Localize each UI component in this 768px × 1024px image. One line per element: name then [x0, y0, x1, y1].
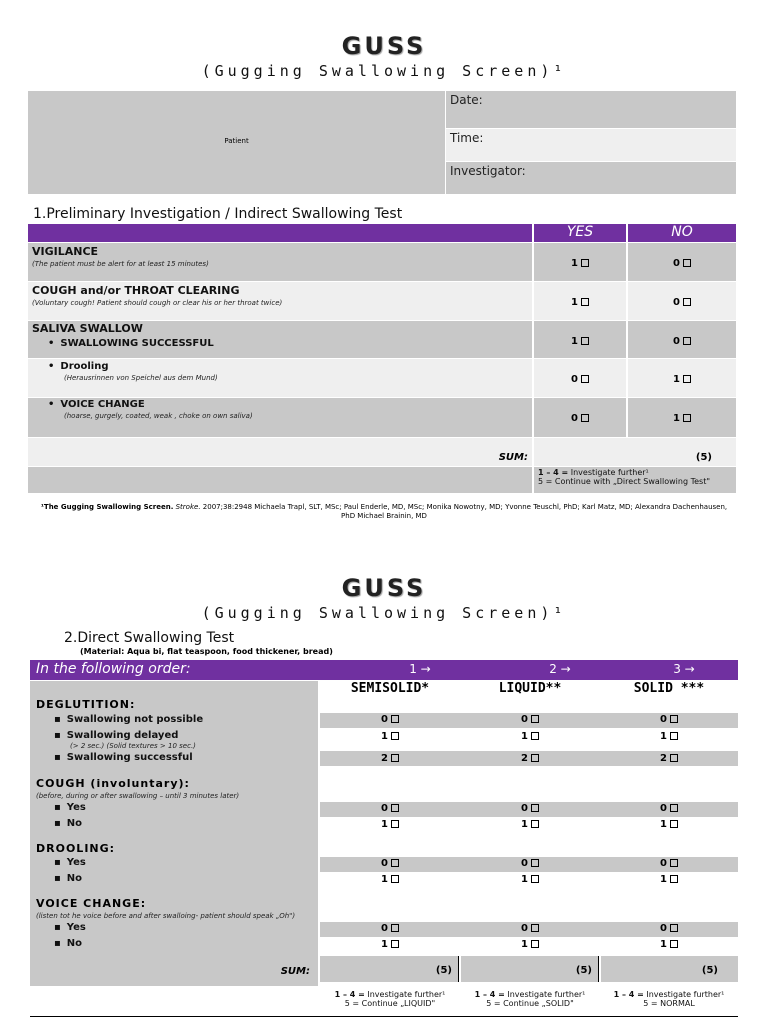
- score-value: 1: [381, 874, 388, 885]
- yes-header: YES: [534, 224, 626, 242]
- voice-no-cell[interactable]: [628, 398, 736, 437]
- time-label: Time:: [450, 131, 484, 145]
- result-line1: Investigate further¹: [570, 468, 649, 477]
- row-subtitle: • SWALLOWING SUCCESSFUL: [48, 338, 214, 349]
- page1-subtitle: (Gugging Swallowing Screen)¹: [201, 62, 567, 80]
- checkbox[interactable]: [391, 754, 399, 762]
- result-bold: 1 – 4 =: [474, 990, 505, 999]
- cough-yes-liquid[interactable]: [460, 803, 600, 814]
- saliva-no-cell[interactable]: [628, 321, 736, 358]
- score-value: 1: [660, 819, 667, 830]
- col-header-semisolid: SEMISOLID*: [350, 681, 430, 696]
- drooling-yes-cell[interactable]: [534, 359, 626, 397]
- result-line2: 5 = Continue „SOLID": [486, 999, 574, 1008]
- patient-label: Patient: [224, 137, 249, 145]
- voice-yes-liquid[interactable]: [460, 923, 600, 934]
- cough-note: (before, during or after swallowing – until 3 minutes later): [36, 792, 240, 800]
- row-note: (hoarse, gurgely, coated, weak , choke on own saliva): [64, 412, 253, 420]
- col-header-liquid: LIQUID**: [498, 681, 562, 696]
- row-title: COUGH and/or THROAT CLEARING: [32, 284, 240, 297]
- deglutition-3-semisolid[interactable]: [320, 753, 460, 764]
- cough-no-cell[interactable]: [628, 282, 736, 320]
- section1-title: 1.Preliminary Investigation / Indirect Swallowing Test: [33, 206, 403, 222]
- no-header: NO: [628, 224, 736, 242]
- sum-label: SUM:: [498, 452, 528, 463]
- score-value: 0: [660, 803, 667, 814]
- checkbox[interactable]: [391, 924, 399, 932]
- checkbox[interactable]: [670, 859, 678, 867]
- deglutition-2-semisolid[interactable]: [320, 731, 460, 742]
- result-line1: Investigate further¹: [646, 990, 725, 999]
- footnote-text: 2007;38:2948 Michaela Trapl, SLT, MSc; Paul Enderle, MD, MSc; Monika Nowotny, MD; Yvonne Teuschl, PhD; Karl Matz, MD; Alexandra Dachenhausen, PhD Michael Brainin, MD: [202, 503, 728, 520]
- result-line1: Investigate further¹: [367, 990, 446, 999]
- score-value: 0: [673, 297, 680, 308]
- checkbox[interactable]: [531, 732, 539, 740]
- sum-field[interactable]: [534, 438, 736, 466]
- voice-yes-semisolid[interactable]: [320, 923, 460, 934]
- section2-title: 2.Direct Swallowing Test: [64, 630, 235, 646]
- score-value: 1: [660, 939, 667, 950]
- checkbox[interactable]: [581, 414, 589, 422]
- score-value: 1: [381, 731, 388, 742]
- row-note: (Voluntary cough! Patient should cough or clear his or her throat twice): [32, 299, 283, 307]
- material-note: (Material: Aqua bi, flat teaspoon, food thickener, bread): [80, 647, 333, 656]
- deglutition-item-2: ▪ Swallowing delayed: [54, 730, 178, 741]
- cough-item-no: ▪ No: [54, 818, 82, 829]
- score-value: 0: [381, 803, 388, 814]
- checkbox[interactable]: [683, 414, 691, 422]
- checkbox[interactable]: [531, 924, 539, 932]
- checkbox[interactable]: [581, 337, 589, 345]
- deglutition-item-3: ▪ Swallowing successful: [54, 752, 193, 763]
- cough-yes-semisolid[interactable]: [320, 803, 460, 814]
- drooling-yes-solid[interactable]: [600, 858, 738, 869]
- checkbox[interactable]: [670, 875, 678, 883]
- voice-no-liquid[interactable]: [460, 939, 600, 950]
- score-value: 1: [381, 939, 388, 950]
- cough-no-solid[interactable]: [600, 819, 738, 830]
- score-value: 2: [381, 753, 388, 764]
- col-number-2: 2 →: [549, 662, 571, 676]
- score-value: 1: [521, 874, 528, 885]
- col-header-solid: SOLID ***: [633, 681, 705, 696]
- page1-title: GUSS: [341, 32, 427, 60]
- cough-yes-solid[interactable]: [600, 803, 738, 814]
- cough-no-semisolid[interactable]: [320, 819, 460, 830]
- result-line2: 5 = Continue „LIQUID": [344, 999, 436, 1008]
- deglutition-1-semisolid[interactable]: [320, 714, 460, 725]
- order-header: In the following order:: [36, 661, 191, 677]
- row-vigilance: [28, 243, 532, 281]
- score-value: 1: [571, 336, 578, 347]
- drooling-item-yes: ▪ Yes: [54, 857, 86, 868]
- cough-no-liquid[interactable]: [460, 819, 600, 830]
- col-number-3: 3 →: [673, 662, 695, 676]
- score-value: 0: [571, 374, 578, 385]
- date-field[interactable]: [446, 91, 736, 128]
- result-bold: 1 – 4 =: [334, 990, 365, 999]
- drooling-no-cell[interactable]: [628, 359, 736, 397]
- checkbox[interactable]: [531, 875, 539, 883]
- cough-yes-cell[interactable]: [534, 282, 626, 320]
- cough-title: COUGH (involuntary):: [36, 777, 190, 790]
- sum-value: (5): [575, 965, 592, 976]
- checkbox[interactable]: [581, 298, 589, 306]
- score-value: 0: [521, 714, 528, 725]
- score-value: 0: [673, 336, 680, 347]
- voice-note: (listen tot he voice before and after swalloing- patient should speak „Oh"): [36, 912, 296, 920]
- checkbox[interactable]: [391, 804, 399, 812]
- checkbox[interactable]: [670, 924, 678, 932]
- checkbox[interactable]: [670, 940, 678, 948]
- sum-value: (5): [701, 965, 718, 976]
- checkbox[interactable]: [391, 715, 399, 723]
- score-value: 0: [381, 923, 388, 934]
- voice-yes-cell[interactable]: [534, 398, 626, 437]
- result-row-left: [28, 467, 532, 493]
- score-value: 1: [521, 731, 528, 742]
- row-saliva-swallow: [28, 321, 532, 358]
- voice-yes-solid[interactable]: [600, 923, 738, 934]
- drooling-yes-liquid[interactable]: [460, 858, 600, 869]
- score-value: 1: [571, 258, 578, 269]
- checkbox[interactable]: [391, 859, 399, 867]
- drooling-no-semisolid[interactable]: [320, 874, 460, 885]
- row-voice-change: [28, 398, 532, 437]
- page2-subtitle: (Gugging Swallowing Screen)¹: [201, 604, 567, 622]
- score-value: 0: [571, 413, 578, 424]
- cough-item-yes: ▪ Yes: [54, 802, 86, 813]
- investigator-label: Investigator:: [450, 164, 526, 178]
- checkbox[interactable]: [581, 259, 589, 267]
- checkbox[interactable]: [581, 375, 589, 383]
- order-header-bar: [30, 660, 738, 680]
- col-number-1: 1 →: [409, 662, 431, 676]
- score-value: 1: [673, 374, 680, 385]
- deglutition-1-liquid[interactable]: [460, 714, 600, 725]
- checkbox[interactable]: [531, 820, 539, 828]
- checkbox[interactable]: [683, 259, 691, 267]
- row-title: • Drooling: [48, 361, 109, 372]
- checkbox[interactable]: [531, 804, 539, 812]
- sum-label: SUM:: [280, 966, 310, 977]
- bottom-rule: [30, 1016, 738, 1017]
- checkbox[interactable]: [683, 337, 691, 345]
- row-title: • VOICE CHANGE: [48, 399, 145, 410]
- row-drooling: [28, 359, 532, 397]
- vigilance-no-cell[interactable]: [628, 243, 736, 281]
- deglutition-3-solid[interactable]: [600, 753, 738, 764]
- checkbox[interactable]: [531, 940, 539, 948]
- section1-header-bar: [28, 224, 532, 242]
- score-value: 0: [660, 923, 667, 934]
- date-label: Date:: [450, 93, 483, 107]
- deglutition-title: DEGLUTITION:: [36, 698, 136, 711]
- score-value: 0: [381, 714, 388, 725]
- result-solid: [600, 990, 738, 1008]
- checkbox[interactable]: [531, 859, 539, 867]
- deglutition-3-liquid[interactable]: [460, 753, 600, 764]
- checkbox[interactable]: [683, 298, 691, 306]
- sum-solid[interactable]: [601, 956, 738, 982]
- drooling-item-no: ▪ No: [54, 873, 82, 884]
- result-bold: 1 – 4 =: [613, 990, 644, 999]
- score-value: 1: [660, 731, 667, 742]
- checkbox[interactable]: [391, 732, 399, 740]
- time-field[interactable]: [446, 129, 736, 161]
- row-title: VIGILANCE: [32, 245, 99, 258]
- score-value: 0: [660, 714, 667, 725]
- checkbox[interactable]: [670, 820, 678, 828]
- score-value: 1: [521, 819, 528, 830]
- result-instructions: [534, 467, 736, 493]
- voice-item-no: ▪ No: [54, 938, 82, 949]
- checkbox[interactable]: [683, 375, 691, 383]
- score-value: 2: [660, 753, 667, 764]
- score-value: 0: [521, 923, 528, 934]
- checkbox[interactable]: [670, 732, 678, 740]
- row-note: (Herausrinnen von Speichel aus dem Mund): [64, 374, 218, 382]
- deglutition-2-liquid[interactable]: [460, 731, 600, 742]
- drooling-yes-semisolid[interactable]: [320, 858, 460, 869]
- voice-no-solid[interactable]: [600, 939, 738, 950]
- score-value: 2: [521, 753, 528, 764]
- score-value: 0: [521, 803, 528, 814]
- voice-title: VOICE CHANGE:: [36, 897, 147, 910]
- deglutition-item-2-note: (> 2 sec.) (Solid textures > 10 sec.): [70, 742, 196, 750]
- sum-row-left: [28, 438, 532, 466]
- row-note: (The patient must be alert for at least 15 minutes): [32, 260, 209, 268]
- saliva-yes-cell[interactable]: [534, 321, 626, 358]
- investigator-field[interactable]: [446, 162, 736, 194]
- score-value: 1: [571, 297, 578, 308]
- checkbox[interactable]: [531, 715, 539, 723]
- deglutition-2-solid[interactable]: [600, 731, 738, 742]
- score-value: 1: [521, 939, 528, 950]
- deglutition-item-1: ▪ Swallowing not possible: [54, 714, 203, 725]
- result-liquid: [460, 990, 600, 1008]
- sum-row-label-cell: [30, 956, 318, 986]
- footnote-italic: Stroke.: [175, 503, 201, 511]
- footnote-bold: ¹The Gugging Swallowing Screen.: [40, 503, 174, 511]
- row-title: SALIVA SWALLOW: [32, 322, 143, 335]
- checkbox[interactable]: [670, 804, 678, 812]
- score-value: 0: [521, 858, 528, 869]
- checkbox[interactable]: [670, 754, 678, 762]
- patient-field[interactable]: [28, 91, 445, 194]
- checkbox[interactable]: [391, 820, 399, 828]
- score-value: 0: [660, 858, 667, 869]
- score-value: 1: [673, 413, 680, 424]
- drooling-no-solid[interactable]: [600, 874, 738, 885]
- vigilance-yes-cell[interactable]: [534, 243, 626, 281]
- page2-title: GUSS: [341, 574, 427, 602]
- checkbox[interactable]: [391, 875, 399, 883]
- score-value: 0: [673, 258, 680, 269]
- checkbox[interactable]: [531, 754, 539, 762]
- result-bold: 1 – 4 =: [538, 468, 569, 477]
- row-cough: [28, 282, 532, 320]
- sum-liquid[interactable]: [461, 956, 599, 982]
- result-semisolid: [320, 990, 460, 1008]
- result-line1: Investigate further¹: [507, 990, 586, 999]
- result-line2: 5 = NORMAL: [643, 999, 695, 1008]
- deglutition-1-solid[interactable]: [600, 714, 738, 725]
- sum-value: (5): [435, 965, 452, 976]
- score-value: 1: [381, 819, 388, 830]
- score-value: 0: [381, 858, 388, 869]
- checkbox[interactable]: [391, 940, 399, 948]
- sum-value: (5): [695, 452, 712, 463]
- result-line2: 5 = Continue with „Direct Swallowing Test": [538, 477, 711, 486]
- voice-item-yes: ▪ Yes: [54, 922, 86, 933]
- checkbox[interactable]: [670, 715, 678, 723]
- footnote: [38, 503, 730, 521]
- voice-no-semisolid[interactable]: [320, 939, 460, 950]
- sum-semisolid[interactable]: [320, 956, 459, 982]
- drooling-no-liquid[interactable]: [460, 874, 600, 885]
- drooling-title: DROOLING:: [36, 842, 116, 855]
- score-value: 1: [660, 874, 667, 885]
